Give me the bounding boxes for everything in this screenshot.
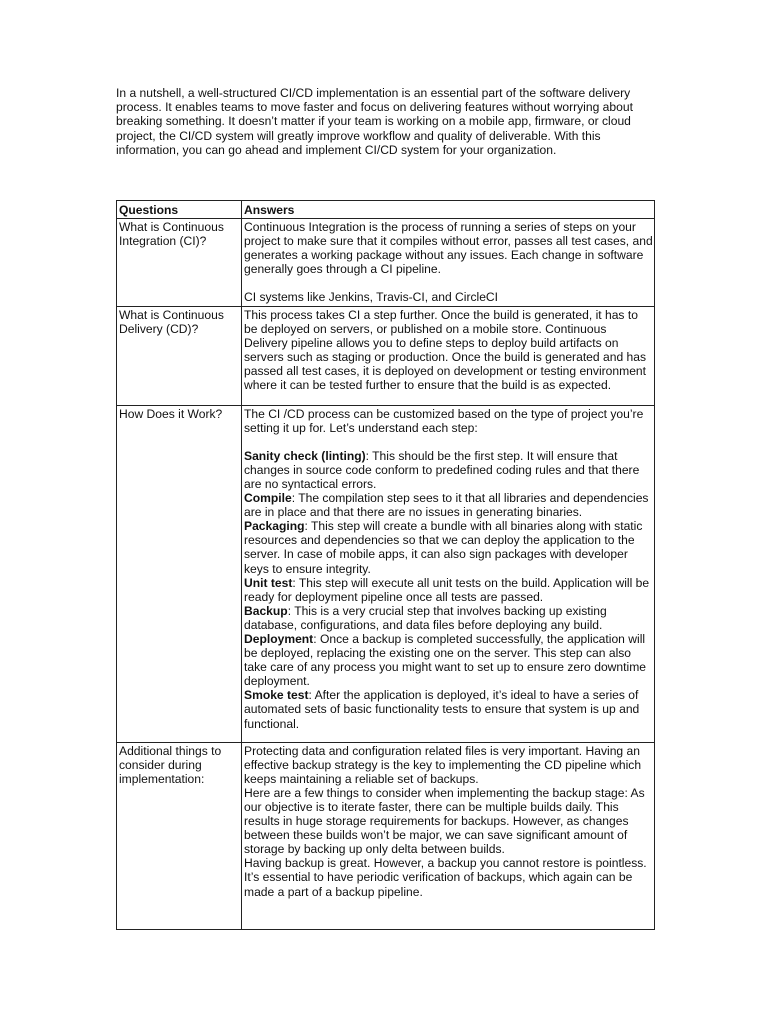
answer-paragraph: Having backup is great. However, a backup you cannot restore is pointless. It’s essential to have periodic verification of backups, which again can be made a part of a backup pipeline. bbox=[244, 856, 647, 899]
step-title: Backup bbox=[244, 603, 288, 618]
answer-cell bbox=[242, 405, 655, 742]
step-sanity-check bbox=[244, 449, 653, 491]
step-unit-test bbox=[244, 576, 653, 604]
step-deployment bbox=[244, 632, 653, 688]
question-cell: What is Continuous Delivery (CD)? bbox=[117, 306, 242, 405]
step-title: Smoke test bbox=[244, 688, 309, 703]
table-row bbox=[117, 219, 655, 306]
questions-header: Questions bbox=[117, 201, 242, 219]
question-cell: Additional things to consider during implementation: bbox=[117, 742, 242, 929]
step-text: : After the application is deployed, it’s ideal to have a series of automated sets of basic functionality tests to ensure that system is up and functional. bbox=[244, 688, 640, 731]
step-backup bbox=[244, 604, 653, 632]
answer-cell bbox=[242, 306, 655, 405]
step-title: Sanity check (linting) bbox=[244, 448, 366, 463]
answer-paragraph: Protecting data and configuration related files is very important. Having an effective backup strategy is the key to implementing the CD pipeline which keeps maintaining a reliable set of backups. bbox=[244, 743, 642, 786]
table-header-row bbox=[117, 201, 655, 219]
answer-cell bbox=[242, 219, 655, 306]
answers-header: Answers bbox=[242, 201, 655, 219]
step-compile bbox=[244, 491, 653, 519]
table-row bbox=[117, 405, 655, 742]
answer-paragraph: Here are a few things to consider when implementing the backup stage: As our objective is to iterate faster, there can be multiple builds daily. This results in huge storage requirements for backups. However, as changes between these builds won’t be major, we can save significant amount of storage by backing up only delta between builds. bbox=[244, 785, 645, 857]
step-title: Deployment bbox=[244, 631, 314, 646]
answer-paragraph: The CI /CD process can be customized based on the type of project you’re setting it up for. Let’s understand each step: bbox=[244, 406, 644, 435]
step-smoke-test bbox=[244, 688, 653, 730]
answer-paragraph: Continuous Integration is the process of running a series of steps on your project to make sure that it compiles without error, passes all test cases, and generates a working package without any issues. Each change in software generally goes through a CI pipeline. bbox=[244, 220, 653, 277]
step-title: Unit test bbox=[244, 575, 293, 590]
step-title: Packaging bbox=[244, 519, 305, 534]
step-text: : This step will execute all unit tests on the build. Application will be ready for deployment pipeline once all tests are passed. bbox=[244, 575, 650, 604]
step-title: Compile bbox=[244, 491, 292, 506]
table-row bbox=[117, 306, 655, 405]
question-cell: How Does it Work? bbox=[117, 405, 242, 742]
step-text: : The compilation step sees to it that all libraries and dependencies are in place and that there are no issues in generating binaries. bbox=[244, 491, 649, 520]
answer-paragraph: This process takes CI a step further. Once the build is generated, it has to be deployed on servers, or published on a mobile store. Continuous Delivery pipeline allows you to define steps to deploy build artifacts on servers such as staging or production. Once the build is generated and has passed all test cases, it is deployed on development or testing environment where it can be tested further to ensure that the build is as expected. bbox=[244, 307, 647, 393]
step-text: : This should be the first step. It will ensure that changes in source code conform to predefined coding rules and that there are no syntactical errors. bbox=[244, 448, 640, 491]
step-text: : This is a very crucial step that involves backing up existing database, configurations, and data files before deploying any build. bbox=[244, 603, 607, 632]
answer-paragraph: CI systems like Jenkins, Travis-CI, and CircleCI bbox=[244, 290, 499, 305]
answer-cell bbox=[242, 742, 655, 929]
table-row bbox=[117, 742, 655, 929]
step-packaging bbox=[244, 519, 653, 575]
step-text: : Once a backup is completed successfully, the application will be deployed, replacing the existing one on the server. This step can also take care of any process you might want to set up to ensure zero downtime deployment. bbox=[244, 631, 646, 689]
step-text: : This step will create a bundle with all binaries along with static resources and dependencies so that we can deploy the application to the server. In case of mobile apps, it can also sign packages with developer keys to ensure integrity. bbox=[244, 519, 643, 576]
qa-table bbox=[116, 200, 655, 930]
intro-paragraph: In a nutshell, a well-structured CI/CD implementation is an essential part of the software delivery process. It enables teams to move faster and focus on delivering features without worrying about breaking something. It doesn’t matter if your team is working on a mobile app, firmware, or cloud project, the CI/CD system will greatly improve workflow and quality of deliverable. With this information, you can go ahead and implement CI/CD system for your organization. bbox=[116, 86, 633, 157]
document-page bbox=[116, 86, 654, 899]
question-cell: What is Continuous Integration (CI)? bbox=[117, 219, 242, 306]
